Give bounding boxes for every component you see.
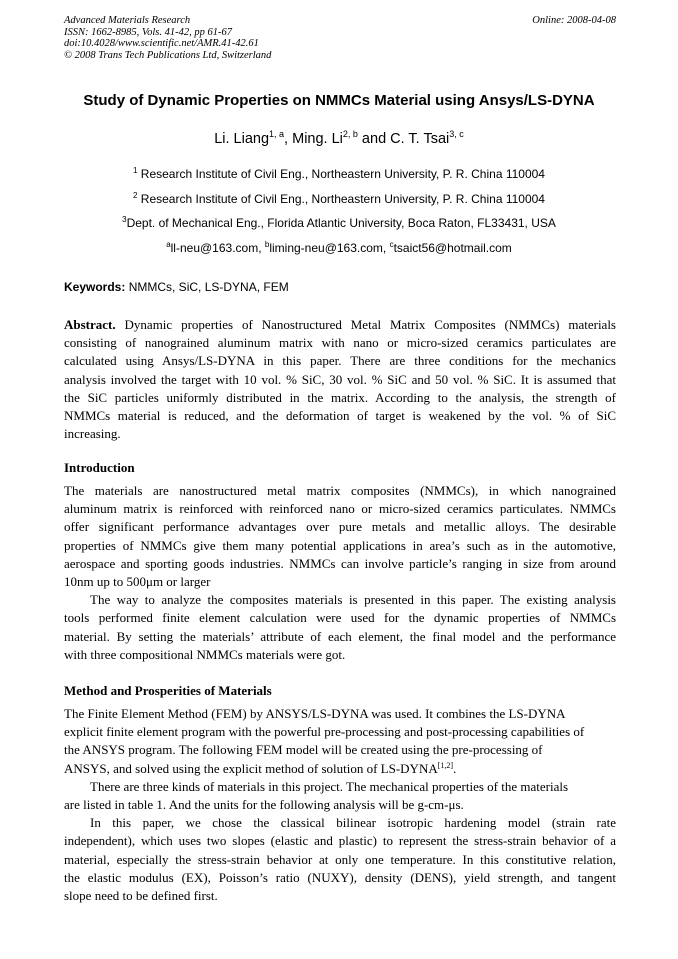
author-name: Li. Liang (214, 131, 270, 147)
introduction-heading: Introduction (64, 460, 135, 475)
body-line: are listed in table 1. And the units for the following analysis will be g-cm-μs. (64, 797, 464, 813)
abstract-line: analysis involved the target with 10 vol. % SiC, 30 vol. % SiC and 50 vol. % SiC. It is assumed that (64, 371, 616, 387)
abstract-line: increasing. (64, 426, 121, 442)
body-line: aerospace and sporting goods industries. NMMCs can involve particle’s ranging in size from around (64, 555, 616, 571)
body-line: the elastic modulus (EX), Poisson’s ratio (NUXY), density (DENS), yield strength, and tangent (64, 869, 616, 885)
body-line: offer significant performance advantages over pure metals and metallic alloys. The desirable (64, 519, 616, 535)
email-mark: a (166, 240, 171, 249)
copyright-line: © 2008 Trans Tech Publications Ltd, Switzerland (64, 49, 272, 61)
body-line: material. By setting the materials’ attribute of each element, the final model and the performance (64, 628, 616, 644)
affiliation-mark: 1 (133, 166, 138, 175)
abstract-line: consisting of nanograined aluminum matrix with nano or micro-sized ceramics particulates are (64, 335, 616, 351)
body-line: slope need to be defined first. (64, 888, 218, 904)
email-address: tsaict56@hotmail.com (393, 241, 512, 255)
keywords-label: Keywords: (64, 280, 126, 294)
abstract-label: Abstract. (64, 317, 116, 332)
body-line: aluminum matrix is reinforced with reinforced nano or micro-sized ceramics particulates. NMMCs (64, 501, 616, 517)
affiliation-2 (20, 192, 658, 207)
body-line: ANSYS, and solved using the explicit method of solution of LS-DYNA[1,2]. (64, 760, 457, 776)
abstract-line: calculated using Ansys/LS-DYNA in this paper. There are three conditions for the mechanics (64, 353, 616, 369)
abstract (64, 316, 616, 443)
keywords-text: NMMCs, SiC, LS-DYNA, FEM (125, 280, 289, 294)
email-address: liming-neu@163.com, (269, 241, 390, 255)
email-mark: b (264, 240, 270, 249)
online-date: Online: 2008-04-08 (532, 15, 616, 26)
body-line: independent), which uses two slopes (elastic and plastic) to represent the stress-strain behavior of a (64, 833, 616, 849)
body-line: the ANSYS program. The following FEM model will be created using the pre-processing of (64, 742, 543, 758)
affiliation-text: Dept. of Mechanical Eng., Florida Atlantic University, Boca Raton, FL33431, USA (126, 216, 556, 230)
body-line: with three compositional NMMCs materials were got. (64, 646, 346, 662)
email-line (20, 241, 658, 256)
author-separator: and (357, 131, 391, 147)
doi-line: doi:10.4028/www.scientific.net/AMR.41-42.61 (64, 38, 259, 49)
author-separator: , (284, 131, 293, 147)
body-line: There are three kinds of materials in this project. The mechanical properties of the materials (90, 778, 569, 794)
body-line: 10nm up to 500μm or larger (64, 574, 211, 590)
author-affil-mark: 2, b (342, 129, 358, 139)
issn-line: ISSN: 1662-8985, Vols. 41-42, pp 61-67 (64, 26, 232, 38)
email-mark: c (389, 240, 394, 249)
abstract-line: NMMCs material is reduced, and the deformation of target is weakened by the vol. % of SiC (64, 408, 616, 424)
body-line: The materials are nanostructured metal matrix composites (NMMCs), in which nanograined (64, 483, 616, 498)
affiliation-mark: 3 (122, 215, 127, 224)
body-line: material, especially the stress-strain behavior at only one temperature. In this constitutive relation, (64, 851, 616, 867)
keywords (64, 280, 616, 295)
author-affil-mark: 1, a (269, 129, 285, 139)
body-line: The Finite Element Method (FEM) by ANSYS/LS-DYNA was used. It combines the LS-DYNA (64, 706, 566, 721)
method-body (64, 705, 616, 905)
body-line: The way to analyze the composites materials is presented in this paper. The existing analysis (90, 592, 616, 608)
publication-header (64, 15, 616, 61)
affiliation-text: Research Institute of Civil Eng., Northeastern University, P. R. China 110004 (137, 167, 545, 181)
method-heading: Method and Prosperities of Materials (64, 683, 272, 698)
introduction-body (64, 482, 616, 664)
author-name: Ming. Li (292, 131, 343, 147)
author-list (20, 130, 658, 148)
author-affil-mark: 3, c (449, 129, 464, 139)
body-line: explicit finite element program with the powerful pre-processing and post-processing capabilities of (64, 724, 585, 740)
affiliation-text: Research Institute of Civil Eng., Northeastern University, P. R. China 110004 (137, 192, 545, 206)
affiliation-mark: 2 (133, 191, 138, 200)
author-name: C. T. Tsai (390, 131, 450, 147)
affiliation-1 (20, 167, 658, 182)
abstract-line: Abstract. Dynamic properties of Nanostructured Metal Matrix Composites (NMMCs) materials (64, 317, 616, 332)
email-address: ll-neu@163.com, (170, 241, 265, 255)
affiliation-3 (20, 216, 658, 231)
body-line: tools performed finite element calculation were used for the dynamic properties of NMMCs (64, 610, 616, 626)
abstract-line: the SiC particles uniformly distributed in the matrix. According to the analysis, the strength of (64, 389, 616, 405)
paper-title: Study of Dynamic Properties on NMMCs Material using Ansys/LS-DYNA (83, 92, 595, 109)
body-line: In this paper, we chose the classical bilinear isotropic hardening model (strain rate (90, 815, 616, 831)
body-line: properties of NMMCs give them many potential applications in area’s such as in the automotive, (64, 537, 616, 553)
citation-ref: [1,2] (437, 760, 454, 770)
journal-name: Advanced Materials Research (64, 15, 191, 26)
